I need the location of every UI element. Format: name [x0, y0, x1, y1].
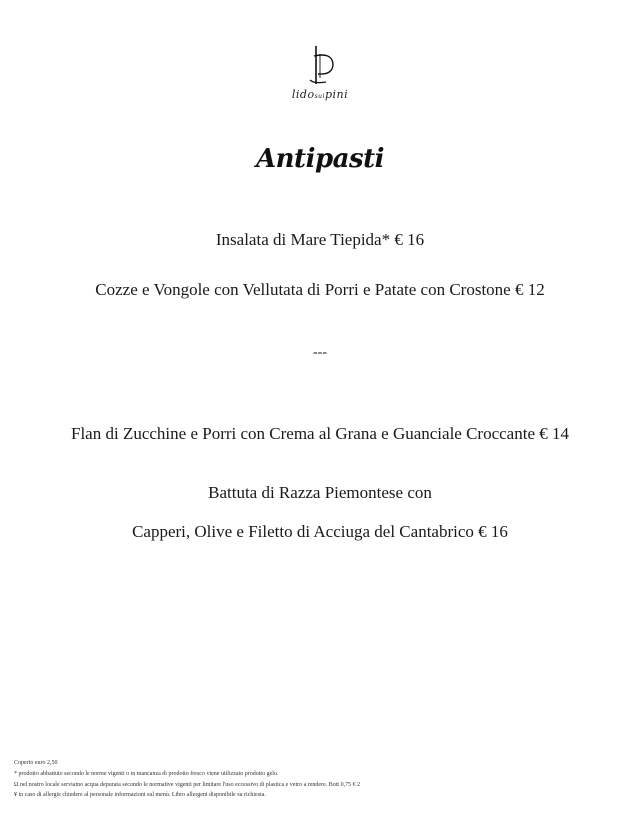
lp-monogram-icon — [270, 44, 370, 88]
section-title: Antipasti — [255, 144, 384, 174]
menu-item-line-1: Battuta di Razza Piemontese con — [208, 483, 432, 502]
footer-notes — [14, 758, 360, 801]
menu-item: Insalata di Mare Tiepida* € 16 — [215, 230, 425, 249]
menu-separator: --- — [313, 345, 327, 360]
restaurant-logo — [270, 44, 370, 106]
allergen-note: ¥ in caso di allergie chiedere al personale informazioni sul menù. Libro allergeni disponibile su richiesta. — [14, 792, 266, 799]
water-note: Ω nel nostro locale serviamo acqua depurata secondo le normative vigenti per limitare l'uso eccessivo di plastica e vetro a rendere. Bott 0,75 € 2 — [14, 781, 361, 788]
logo-wordmark: lidosuipini — [291, 88, 349, 101]
menu-item-line-2: Capperi, Olive e Filetto di Acciuga del Cantabrico € 16 — [132, 522, 508, 541]
menu-item: Flan di Zucchine e Porri con Crema al Grana e Guanciale Croccante € 14 — [71, 424, 569, 443]
menu-item: Cozze e Vongole con Vellutata di Porri e Patate con Crostone € 12 — [95, 280, 545, 299]
frozen-product-note: * prodotto abbattuto secondo le norme vigenti o in mancanza di prodotto fresco viene utilizzato prodotto gelo. — [14, 770, 279, 777]
cover-charge-note: Coperto euro 2,50 — [14, 760, 58, 766]
